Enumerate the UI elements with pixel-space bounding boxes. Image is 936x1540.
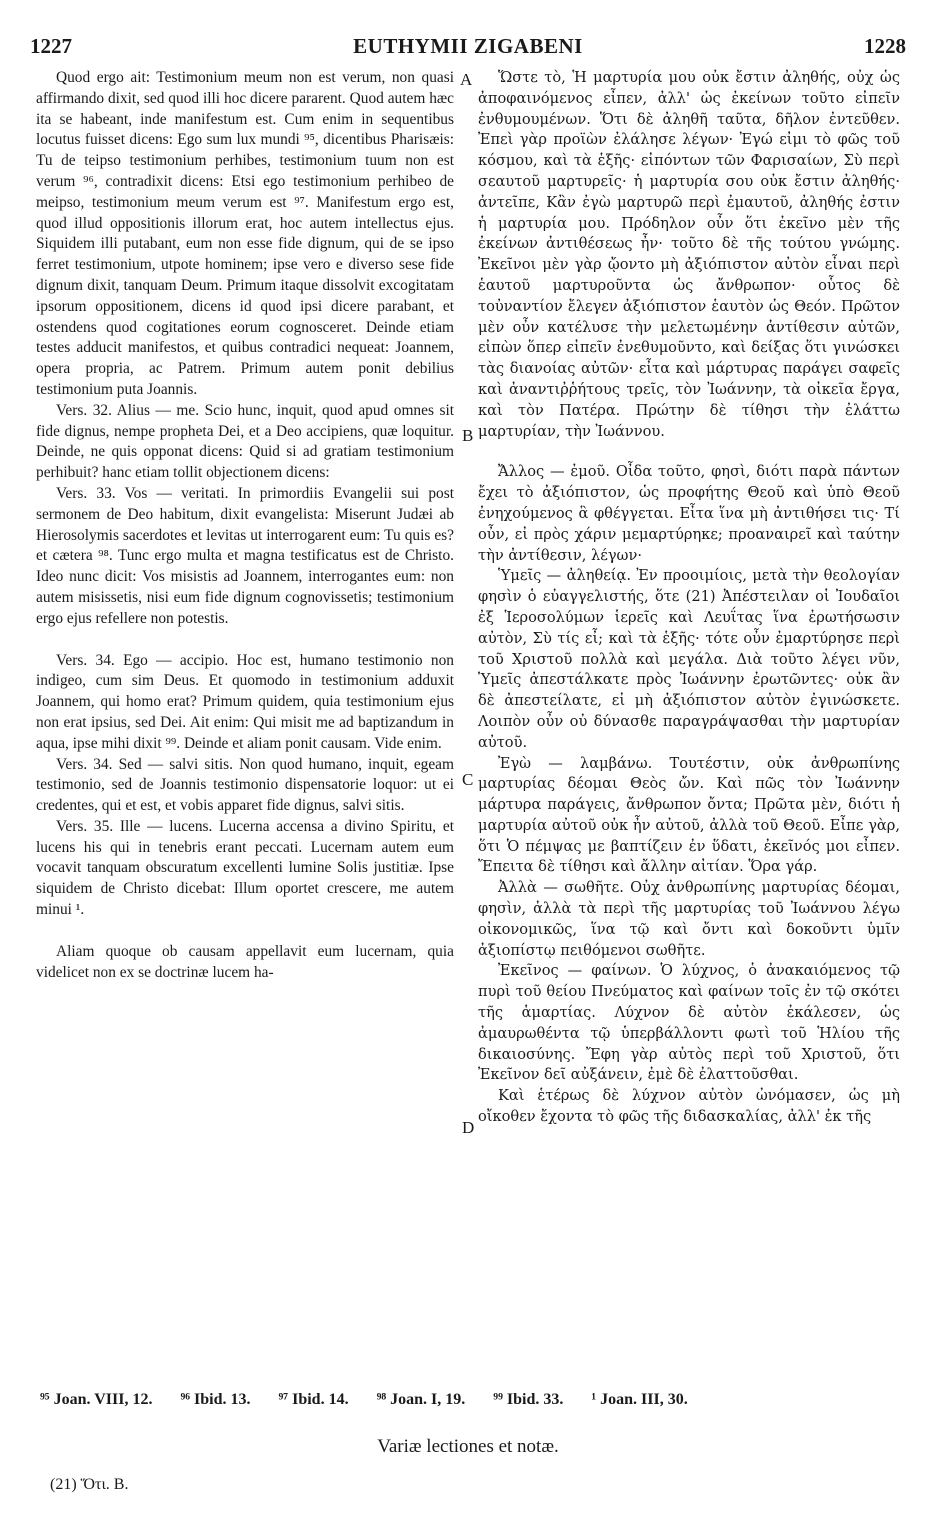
page-number-right: 1228 — [864, 34, 906, 58]
page-number-left: 1227 — [30, 34, 72, 58]
greek-paragraph: Ἄλλος — ἐμοῦ. Οἶδα τοῦτο, φησὶ, διότι παρὰ πάντων ἔχει τὸ ἀξιόπιστον, ὡς προφήτης Θεοῦ καὶ ὑπὸ Θεοῦ ἐνηχούμενος ἃ φθέγγεται. Εἶτα ἵνα μὴ ἀντιθήσει τις· Τί οὖν, εἰ πρὸς χάριν μεμαρτύρηκε; προαναιρεῖ καὶ ταύτην τὴν ἀντίθεσιν, λέγων· — [478, 463, 900, 564]
variae-lectiones-title: Variæ lectiones et notæ. — [377, 1436, 559, 1457]
footnote: ⁹⁹ Ibid. 33. — [493, 1391, 564, 1408]
margin-marker-d: D — [462, 1118, 475, 1137]
greek-paragraph: Ὑμεῖς — ἀληθείᾳ. Ἐν προοιμίοις, μετὰ τὴν θεολογίαν φησὶν ὁ εὐαγγελιστής, ὅτε (21) Ἀπέστειλαν οἱ Ἰουδαῖοι ἐξ Ἱεροσολύμων ἱερεῖς καὶ Λευΐτας ἵνα ἐρωτήσωσιν αὐτὸν, Σὺ τίς εἶ; καὶ τὰ ἑξῆς· τότε οὖν ἐμαρτύρησε περὶ τοῦ Χριστοῦ πολλὰ καὶ μεγάλα. Διὰ τοῦτο λέγει νῦν, Ὑμεῖς ἀπεστάλκατε πρὸς Ἰωάννην ἐρωτῶντες· οὐκ ἂν δὲ ἀπεστείλατε, εἰ μὴ ἀξιόπιστον αὐτὸν ἐγινώσκετε. Λοιπὸν οὖν οὐ δύνασθε παραγράψασθαι τὴν μαρτυρίαν αὐτοῦ. — [478, 567, 900, 751]
latin-paragraph: Vers. 33. Vos — veritati. In primordiis Evangelii sui post sermonem de Deo habitum, dixit evangelista: Miserunt Judæi ab Hierosolymis sacerdotes et levitas ut interrogarent eum: Tu quis es? et cætera ⁹⁸. Tunc ergo multa et magna testificatus est de Christo. Ideo nunc dicit: Vos misistis ad Joannem, interrogantes eum: non autem misissetis, nisi eum fide dignum cognovissetis; testimonium ergo ejus refellere non potestis. — [36, 484, 454, 627]
margin-marker-a: A — [460, 70, 473, 89]
footnote: ⁹⁷ Ibid. 14. — [278, 1391, 349, 1408]
page-header — [30, 34, 906, 62]
latin-paragraph: Vers. 32. Alius — me. Scio hunc, inquit, quod apud omnes sit fide dignus, nempe propheta Dei, et a Deo accipiens, quæ loquitur. Deinde, ne quis opponat dicens: Quid si ad gratiam testimonium perhibuit? hanc etiam tollit objectionem dicens: — [36, 401, 454, 482]
running-title: EUTHYMII ZIGABENI — [353, 34, 583, 58]
footnote: ⁹⁶ Ibid. 13. — [180, 1391, 251, 1408]
footnotes — [40, 1391, 906, 1409]
footnote: ¹ Joan. III, 30. — [591, 1391, 688, 1408]
footnote: ⁹⁵ Joan. VIII, 12. — [40, 1391, 153, 1408]
latin-column — [36, 68, 454, 983]
latin-paragraph: Vers. 35. Ille — lucens. Lucerna accensa a divino Spiritu, et lucens his qui in tenebris erant peccati. Lucernam autem eum vocavit tanquam obscuratum excellenti lumine Solis justitiæ. Ipse siquidem de Christo dicebat: Illum oportet crescere, me autem minui ¹. — [36, 817, 454, 919]
margin-marker-b: B — [462, 426, 474, 445]
greek-paragraph: Ὥστε τὸ, Ἡ μαρτυρία μου οὐκ ἔστιν ἀληθής, οὐχ ὡς ἀποφαινόμενος εἶπεν, ἀλλ' ὡς ἐκείνων τοῦτο εἰπεῖν ἐνθυμουμένων. Ὅτι δὲ ἀληθῆ ταῦτα, δῆλον ἐντεῦθεν. Ἐπεὶ γὰρ προϊὼν ἐλάλησε λέγων· Ἐγώ εἰμι τὸ φῶς τοῦ κόσμου, καὶ τὰ ἑξῆς· εἰπόντων τῶν Φαρισαίων, Σὺ περὶ σεαυτοῦ μαρτυρεῖς· ἡ μαρτυρία σου οὐκ ἔστιν ἀληθής· ἀντεῖπε, Κἂν ἐγὼ μαρτυρῶ περὶ ἐμαυτοῦ, ἀληθής ἐστιν ἡ μαρτυρία μου. Πρόδηλον οὖν ὅτι ἐκεῖνο μὲν τῆς ἐκείνων ἀντιθέσεως ἦν· τοῦτο δὲ τῆς τούτου γνώμης. Ἐκεῖνοι μὲν γὰρ ᾤοντο μὴ ἀξιόπιστον αὐτὸν εἶναι περὶ ἑαυτοῦ μαρτυροῦντα ὡς ἄνθρωπον· οὗτος δὲ τοὐναντίον ἔλεγεν ἀξιόπιστον ἑαυτὸν ὡς Θεόν. Πρῶτον μὲν οὖν κατέλυσε τὴν μελετωμένην ἀντίθεσιν αὐτῶν, εἰπὼν ὅπερ εἰπεῖν ἐνεθυμοῦντο, καὶ δείξας ὅτι γινώσκει τὰς διανοίας αὐτῶν· εἶτα καὶ μάρτυρας παράγει σαφεῖς καὶ ἀναντιῤῥήτους τρεῖς, τὸν Ἰωάννην, τὰ οἰκεῖα ἔργα, καὶ τὸν Πατέρα. Πρώτην δὲ τίθησι τὴν ἐλάττω μαρτυρίαν, τὴν Ἰωάννου. — [478, 69, 900, 440]
latin-paragraph: Vers. 34. Sed — salvi sitis. Non quod humano, inquit, egeam testimonio, sed de Joannis testimonio dispensatorie loquor: ut ei credentes, qui et est, et vobis apparet fide dignus, salvi sitis. — [36, 755, 454, 815]
greek-paragraph: Ἀλλὰ — σωθῆτε. Οὐχ ἀνθρωπίνης μαρτυρίας δέομαι, φησὶν, ἀλλὰ τὰ περὶ τῆς μαρτυρίας τοῦ Ἰωάννου λέγω οἰκονομικῶς, ἵνα τῷ καὶ ὄντι καὶ δοκοῦντι ὑμῖν ἀξιοπίστῳ πειθόμενοι σωθῆτε. — [478, 879, 900, 959]
greek-paragraph: Καὶ ἑτέρως δὲ λύχνον αὐτὸν ὠνόμασεν, ὡς μὴ οἴκοθεν ἔχοντα τὸ φῶς τῆς διδασκαλίας, ἀλλ' ἐκ τῆς — [478, 1087, 900, 1126]
latin-paragraph: Aliam quoque ob causam appellavit eum lucernam, quia videlicet non ex se doctrinæ lucem ha- — [36, 942, 454, 981]
greek-paragraph: Ἐγὼ — λαμβάνω. Τουτέστιν, οὐκ ἀνθρωπίνης μαρτυρίας δέομαι Θεὸς ὤν. Καὶ πῶς τὸν Ἰωάννην μάρτυρα παράγεις, ἄνθρωπον ὄντα; Πρῶτα μὲν, διότι ἡ μαρτυρία αὐτοῦ οὐκ ἦν αὐτοῦ, ἀλλὰ τοῦ Θεοῦ. Εἶπε γὰρ, ὅτι Ὁ πέμψας με βαπτίζειν ἐν ὕδατι, ἐκεῖνός μοι εἶπεν. Ἔπειτα δὲ τίθησι καὶ ἄλλην αἰτίαν. Ὅρα γάρ. — [478, 754, 900, 876]
greek-column — [478, 68, 900, 1128]
greek-paragraph: Ἐκεῖνος — φαίνων. Ὁ λύχνος, ὁ ἀνακαιόμενος τῷ πυρὶ τοῦ θείου Πνεύματος καὶ φαίνων τοῖς ἐν τῷ σκότει τῆς ἁμαρτίας. Λύχνον δὲ αὐτὸν ἐκάλεσεν, ὡς ἀμαυρωθέντα τῷ ὑπερβάλλοντι φωτὶ τοῦ Ἡλίου τῆς δικαιοσύνης. Ἔφη γὰρ αὐτὸς περὶ τοῦ Χριστοῦ, ὅτι Ἐκεῖνον δεῖ αὐξάνειν, ἐμὲ δὲ ἐλαττοῦσθαι. — [478, 962, 900, 1084]
latin-paragraph: Vers. 34. Ego — accipio. Hoc est, humano testimonio non indigeo, cum sim Deus. Et quomodo in testimonium adduxit Joannem, qui homo erat? Primum quidem, quia testimonium ejus non erat ipsius, sed Dei. Ait enim: Qui misit me ad baptizandum in aqua, ipse mihi dixit ⁹⁹. Deinde et aliam ponit causam. Vide enim. — [36, 651, 454, 752]
margin-marker-c: C — [462, 770, 474, 789]
latin-paragraph: Quod ergo ait: Testimonium meum non est verum, non quasi affirmando dixit, sed quod illi hoc dicere pararent. Quod autem hæc ita se habeant, inde manifestum est. Cum enim in sequentibus locutus fuisset dicens: Ego sum lux mundi ⁹⁵, dicentibus Pharisæis: Tu de teipso testimonium perhibes, testimonium tuum non est verum ⁹⁶, contradixit dicens: Etsi ego testimonium perhibeo de meipso, testimonium meum verum est ⁹⁷. Manifestum ergo est, quod illud oppositionis illorum erat, hoc autem intellectus ejus. Siquidem illi putabant, eum non esse fide dignum, qui de se ipso ferret testimonium, utpote hominem; ipse vero e diverso sese fide dignum dixit, tanquam Deum. Primum itaque dissolvit excogitatam ipsorum oppositionem, dicens id quod ipsi dicere parabant, et ostendens quod cogitationes eorum cognosceret. Deinde etiam testes adducit manifestos, et quibus contradici nequeat: Joannem, opera propria, ac Patrem. Primum autem ponit debilius testimonium puta Joannis. — [36, 69, 454, 398]
footnote: ⁹⁸ Joan. I, 19. — [376, 1391, 466, 1408]
variant-note: (21) Ὅτι. B. — [50, 1476, 129, 1493]
